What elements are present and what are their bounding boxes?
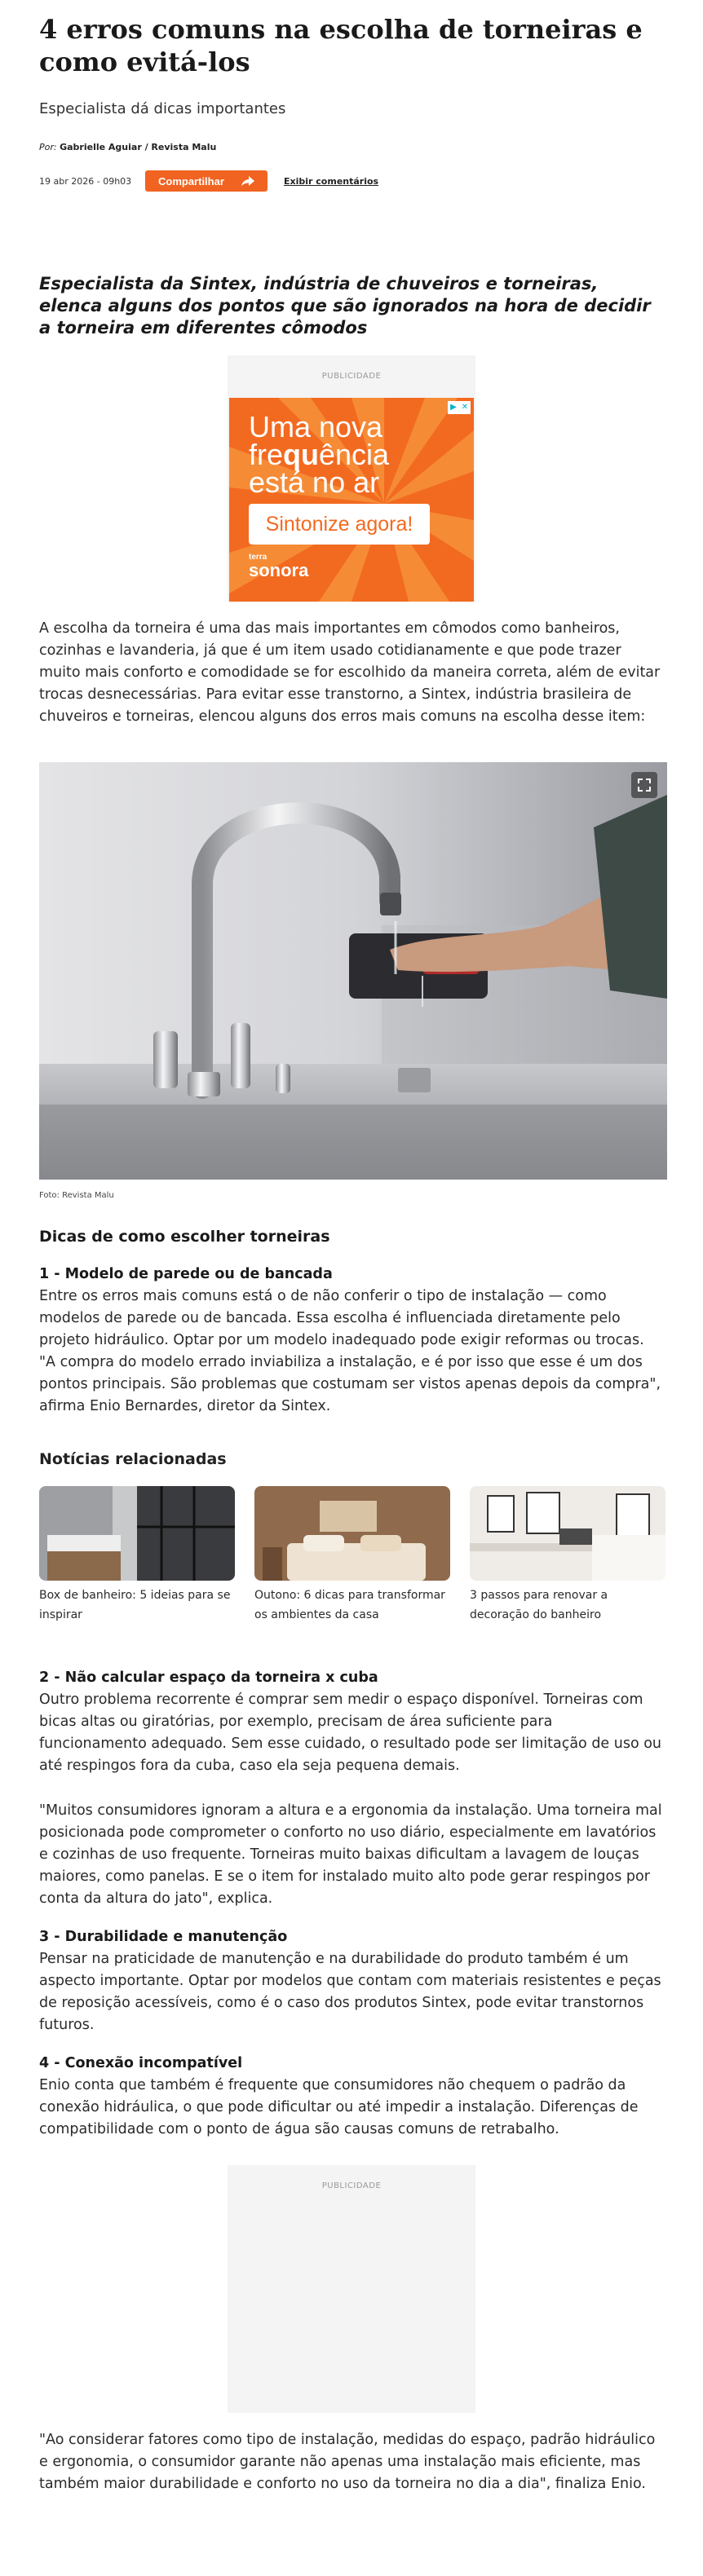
section-title: Dicas de como escolher torneiras: [39, 1228, 330, 1246]
tip-3-text: Pensar na praticidade de manutenção e na durabilidade do produto também é um aspecto importante. Optar por modelos que contam com materiais resistentes e peças de reposição acessíveis, como é o caso dos produtos Sintex, pode evitar transtornos futuros.: [39, 1951, 661, 2033]
share-label: Compartilhar: [158, 174, 224, 187]
related-card[interactable]: [470, 1486, 665, 1625]
related-thumb[interactable]: [254, 1486, 450, 1581]
ad-cta-button[interactable]: Sintonize agora!: [249, 504, 430, 545]
ad-label: PUBLICIDADE: [321, 2181, 382, 2190]
expand-image-button[interactable]: [631, 772, 657, 798]
tip-2-title: 2 - Não calcular espaço da torneira x cuba: [39, 1670, 378, 1686]
article-intro: A escolha da torneira é uma das mais importantes em cômodos como banheiros, cozinhas e lavanderia, já que é um item usado cotidianamente e que pode trazer muito mais conforto e comodidade se for escolhido da maneira correta, além de evitar trocas desnecessárias. Para evitar esse transtorno, a Sintex, indústria brasileira de chuveiros e torneiras, elencou alguns dos erros mais comuns na escolha desse item:: [39, 620, 661, 725]
bathroom-decor-thumb-image: [470, 1486, 665, 1581]
related-thumb[interactable]: [470, 1486, 665, 1581]
faucet-photo-illustration: [39, 762, 667, 1180]
related-card-title[interactable]: Outono: 6 dicas para transformar os ambientes da casa: [254, 1589, 445, 1621]
article-subtitle: Especialista dá dicas importantes: [39, 100, 286, 117]
related-card[interactable]: [39, 1486, 235, 1625]
ad-line-3: está no ar: [249, 465, 380, 499]
tip-3-title: 3 - Durabilidade e manutenção: [39, 1929, 288, 1945]
bedroom-thumb-image: [254, 1486, 450, 1581]
related-news-list: [39, 1486, 664, 1625]
ad-slot-2: [228, 2165, 475, 2413]
share-arrow-icon: [241, 176, 254, 187]
share-button[interactable]: [145, 170, 267, 192]
related-card-title[interactable]: 3 passos para renovar a decoração do banheiro: [470, 1589, 608, 1621]
ad-info-icon[interactable]: ▶: [450, 403, 457, 412]
ad-choices[interactable]: [448, 401, 471, 414]
expand-icon: [638, 779, 651, 792]
tip-1-text: Entre os erros mais comuns está o de não conferir o tipo de instalação — como modelos de parede ou de bancada. Essa escolha é influenciada diretamente pelo projeto hidráulico. Optar por um modelo inadequado pode exigir reformas ou trocas. "A compra do modelo errado inviabiliza a instalação, e é por isso que esse é um dos pontos principais. São problemas que costumam ser vistos apenas depois da compra", afirma Enio Bernardes, diretor da Sintex.: [39, 1288, 661, 1414]
ad-close-icon[interactable]: ✕: [461, 403, 469, 412]
photo-caption: Foto: Revista Malu: [39, 1191, 114, 1200]
meta-row: [39, 170, 664, 192]
related-card[interactable]: [254, 1486, 450, 1625]
show-comments-link[interactable]: Exibir comentários: [284, 175, 379, 187]
bathroom-thumb-image: [39, 1486, 235, 1581]
publish-date: 19 abr 2026 - 09h03: [39, 175, 132, 187]
article-lead: Especialista da Sintex, indústria de chuveiros e torneiras, elenca alguns dos pontos que são ignorados na hora de decidir a torneira em diferentes cômodos: [39, 274, 651, 337]
related-card-title[interactable]: Box de banheiro: 5 ideias para se inspirar: [39, 1589, 231, 1621]
ad-brand-logo: terra sonora: [249, 553, 309, 580]
ad-slot-1: [228, 355, 475, 602]
hero-photo[interactable]: [39, 762, 667, 1180]
closing-quote: "Ao considerar fatores como tipo de instalação, medidas do espaço, padrão hidráulico e ergonomia, o consumidor garante não apenas uma instalação mais eficiente, mas também maior durabilidade e conforto no uso da torneira no dia a dia", finaliza Enio.: [39, 2432, 656, 2492]
article-title: 4 erros comuns na escolha de torneiras e como evitá-los: [39, 14, 643, 77]
ad-creative[interactable]: [229, 398, 474, 602]
tip-4-text: Enio conta que também é frequente que consumidores não chequem o padrão da conexão hidráulica, o que pode dificultar ou até impedir a instalação. Diferenças de compatibilidade com o ponto de água são causas comuns de retrabalho.: [39, 2077, 639, 2137]
tip-2-quote: "Muitos consumidores ignoram a altura e a ergonomia da instalação. Uma torneira mal posicionada pode comprometer o conforto no uso diário, especialmente em lavatórios e cozinhas de uso frequente. Torneiras muito baixas dificultam a lavagem de louças maiores, como panelas. E se o item for instalado muito alto pode gerar respingos por conta da altura do jato", explica.: [39, 1802, 662, 1907]
related-thumb[interactable]: [39, 1486, 235, 1581]
byline: [39, 142, 664, 152]
tip-2-text: Outro problema recorrente é comprar sem medir o espaço disponível. Torneiras com bicas altas ou giratórias, por exemplo, precisam de área suficiente para funcionamento adequado. Sem esse cuidado, o resultado pode ser limitação de uso ou até respingos fora da cuba, caso ela seja pequena demais.: [39, 1692, 662, 1774]
related-news-title: Notícias relacionadas: [39, 1450, 227, 1468]
author-name[interactable]: Gabrielle Aguiar / Revista Malu: [60, 142, 217, 152]
ad-line-2: frequência: [249, 438, 390, 471]
tip-1-title: 1 - Modelo de parede ou de bancada: [39, 1266, 333, 1282]
ad-label: PUBLICIDADE: [321, 372, 382, 381]
ad-line-1: Uma nova: [249, 410, 383, 443]
tip-4-title: 4 - Conexão incompatível: [39, 2055, 243, 2071]
byline-prefix: Por:: [39, 142, 57, 152]
